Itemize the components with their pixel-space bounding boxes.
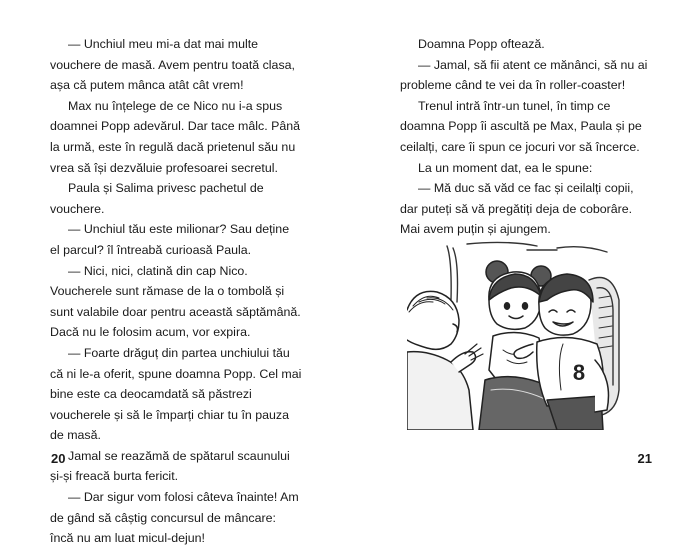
paragraph: — Unchiul tău este milionar? Sau deține el parcul? îl întreabă curioasă Paula. (50, 222, 290, 257)
paragraph: Doamna Popp oftează. (418, 37, 545, 51)
paragraph: Max nu înțelege de ce Nico nu i-a spus doamnei Popp adevărul. Dar tace mâlc. Până la urmă, este în regulă dacă prietenul său nu vrea să își dezvăluie profesoarei secretul. (50, 98, 301, 175)
paragraph: — Dar sigur vom folosi câteva înainte! Am de gând să câștig concursul de mâncare: încă nu am luat micul-dejun! (50, 490, 299, 546)
paragraph: Paula și Salima privesc pachetul de vouchere. (50, 181, 264, 216)
page-number: 20 (51, 451, 66, 466)
paragraph: — Foarte drăguț din partea unchiului tău că ni le-a oferit, spune doamna Popp. Cel mai bine este ca deocamdată să păstrezi voucherele și să le împarți chiar tu în pauza de masă. (50, 345, 302, 443)
page-number: 21 (637, 451, 652, 466)
right-text-column (400, 34, 654, 240)
paragraph: Trenul intră într-un tunel, în timp ce doamna Popp îi ascultă pe Max, Paula și pe ceilalți, care îi spun ce jocuri vor să încerce. (400, 98, 642, 154)
train-children-illustration (407, 240, 629, 430)
paragraph: — Jamal, să fii atent ce mănânci, să nu ai probleme când te vei da în roller-coaster! (400, 57, 648, 93)
paragraph: Jamal se reazămă de spătarul scaunului și-și freacă burta fericit. (50, 448, 290, 484)
shirt-number-text: 8 (572, 360, 586, 385)
right-page (350, 0, 700, 524)
left-text-column (50, 34, 302, 549)
paragraph: La un moment dat, ea le spune: (418, 160, 593, 175)
paragraph: — Mă duc să văd ce fac și ceilalți copii, dar puteți să vă pregătiți deja de coborâre. Mai avem puțin și ajungem. (400, 181, 634, 237)
paragraph: — Unchiul meu mi-a dat mai multe vouchere de masă. Avem pentru toată clasa, așa că putem mânca atât cât vrem! (50, 37, 295, 93)
paragraph: — Nici, nici, clatină din cap Nico. Voucherele sunt rămase de la o tombolă și sunt valabile doar pentru această săptămână. Dacă nu le folosim acum, vor expira. (50, 263, 301, 340)
left-page (0, 0, 350, 546)
